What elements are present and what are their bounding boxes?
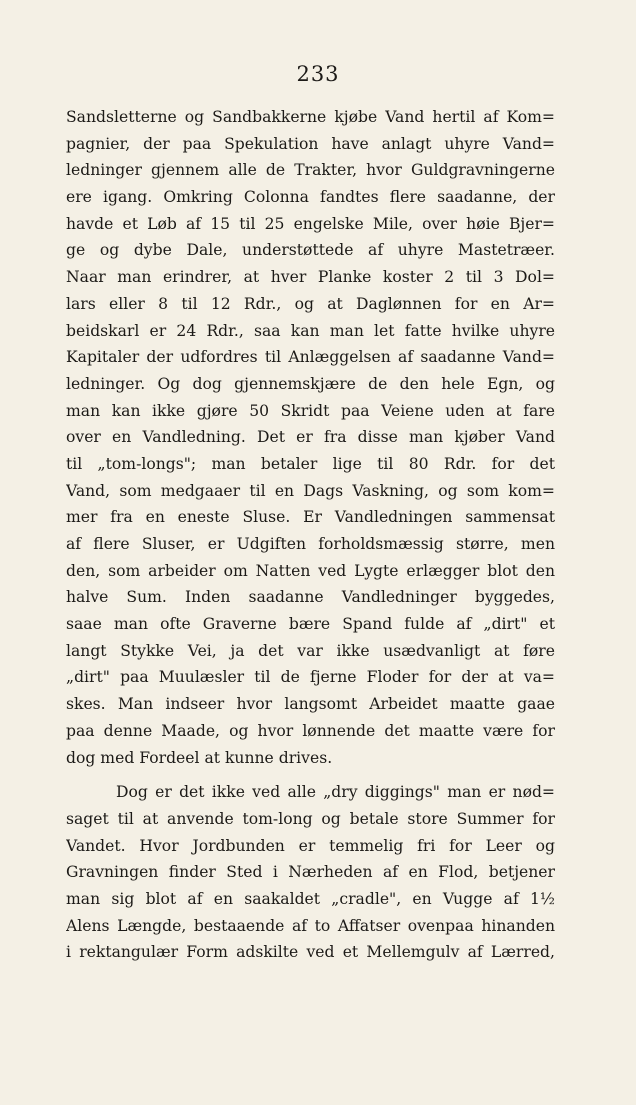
body-text bbox=[66, 104, 555, 966]
text-line: Vand, som medgaaer til en Dags Vaskning, og som kom= bbox=[66, 481, 555, 500]
text-line: Alens Længde, bestaaende af to Affatser ovenpaa hinanden bbox=[66, 916, 555, 935]
text-line: ere igang. Omkring Colonna fandtes flere saadanne, der bbox=[66, 188, 555, 207]
text-line: til „tom-longs"; man betaler lige til 80 Rdr. for det bbox=[66, 454, 555, 473]
text-line: dog med Fordeel at kunne drives. bbox=[66, 748, 333, 767]
text-line: over en Vandledning. Det er fra disse man kjøber Vand bbox=[66, 428, 555, 447]
text-line: havde et Løb af 15 til 25 engelske Mile, over høie Bjer= bbox=[66, 214, 555, 233]
text-line: saget til at anvende tom-long og betale store Summer for bbox=[66, 809, 555, 828]
text-line: af flere Sluser, er Udgiften forholdsmæssig større, men bbox=[66, 535, 555, 553]
text-line: lars eller 8 til 12 Rdr., og at Daglønnen for en Ar= bbox=[66, 294, 555, 313]
text-line: Dog er det ikke ved alle „dry diggings" man er nød= bbox=[116, 783, 555, 802]
text-line: den, som arbeider om Natten ved Lygte erlægger blot den bbox=[66, 561, 555, 580]
text-line: Gravningen finder Sted i Nærheden af en Flod, betjener bbox=[66, 863, 555, 882]
text-line: Naar man erindrer, at hver Planke koster 2 til 3 Dol= bbox=[66, 268, 555, 287]
text-line: i rektangulær Form adskilte ved et Mellemgulv af Lærred, bbox=[66, 943, 555, 962]
text-line: „dirt" paa Muulæsler til de fjerne Floder for der at va= bbox=[66, 668, 555, 687]
text-line: paa denne Maade, og hvor lønnende det maatte være for bbox=[66, 721, 555, 740]
paragraph-2 bbox=[66, 779, 555, 966]
text-line: halve Sum. Inden saadanne Vandledninger byggedes, bbox=[66, 588, 555, 607]
text-line: ledninger. Og dog gjennemskjære de den hele Egn, og bbox=[66, 374, 555, 393]
text-line: man kan ikke gjøre 50 Skridt paa Veiene uden at fare bbox=[66, 401, 555, 420]
text-line: Vandet. Hvor Jordbunden er temmelig fri for Leer og bbox=[66, 836, 555, 855]
page-number: 233 bbox=[296, 62, 340, 86]
paragraph-1 bbox=[66, 104, 555, 771]
text-line: skes. Man indseer hvor langsomt Arbeidet maatte gaae bbox=[66, 695, 555, 714]
paragraph-gap bbox=[66, 771, 555, 779]
text-line: saae man ofte Graverne bære Spand fulde af „dirt" et bbox=[66, 615, 555, 634]
text-line: Sandsletterne og Sandbakkerne kjøbe Vand hertil af Kom= bbox=[66, 108, 555, 126]
text-line: pagnier, der paa Spekulation have anlagt uhyre Vand= bbox=[66, 134, 555, 153]
text-line: mer fra en eneste Sluse. Er Vandledningen sammensat bbox=[66, 508, 555, 527]
text-line: Kapitaler der udfordres til Anlæggelsen af saadanne Vand= bbox=[66, 348, 555, 367]
text-line: beidskarl er 24 Rdr., saa kan man let fatte hvilke uhyre bbox=[66, 321, 555, 340]
text-line: ge og dybe Dale, understøttede af uhyre Mastetræer. bbox=[66, 241, 555, 260]
text-line: langt Stykke Vei, ja det var ikke usædvanligt at føre bbox=[66, 641, 555, 660]
text-line: man sig blot af en saakaldet „cradle", en Vugge af 1½ bbox=[66, 889, 555, 908]
text-line: ledninger gjennem alle de Trakter, hvor Guldgravningerne bbox=[66, 161, 555, 180]
